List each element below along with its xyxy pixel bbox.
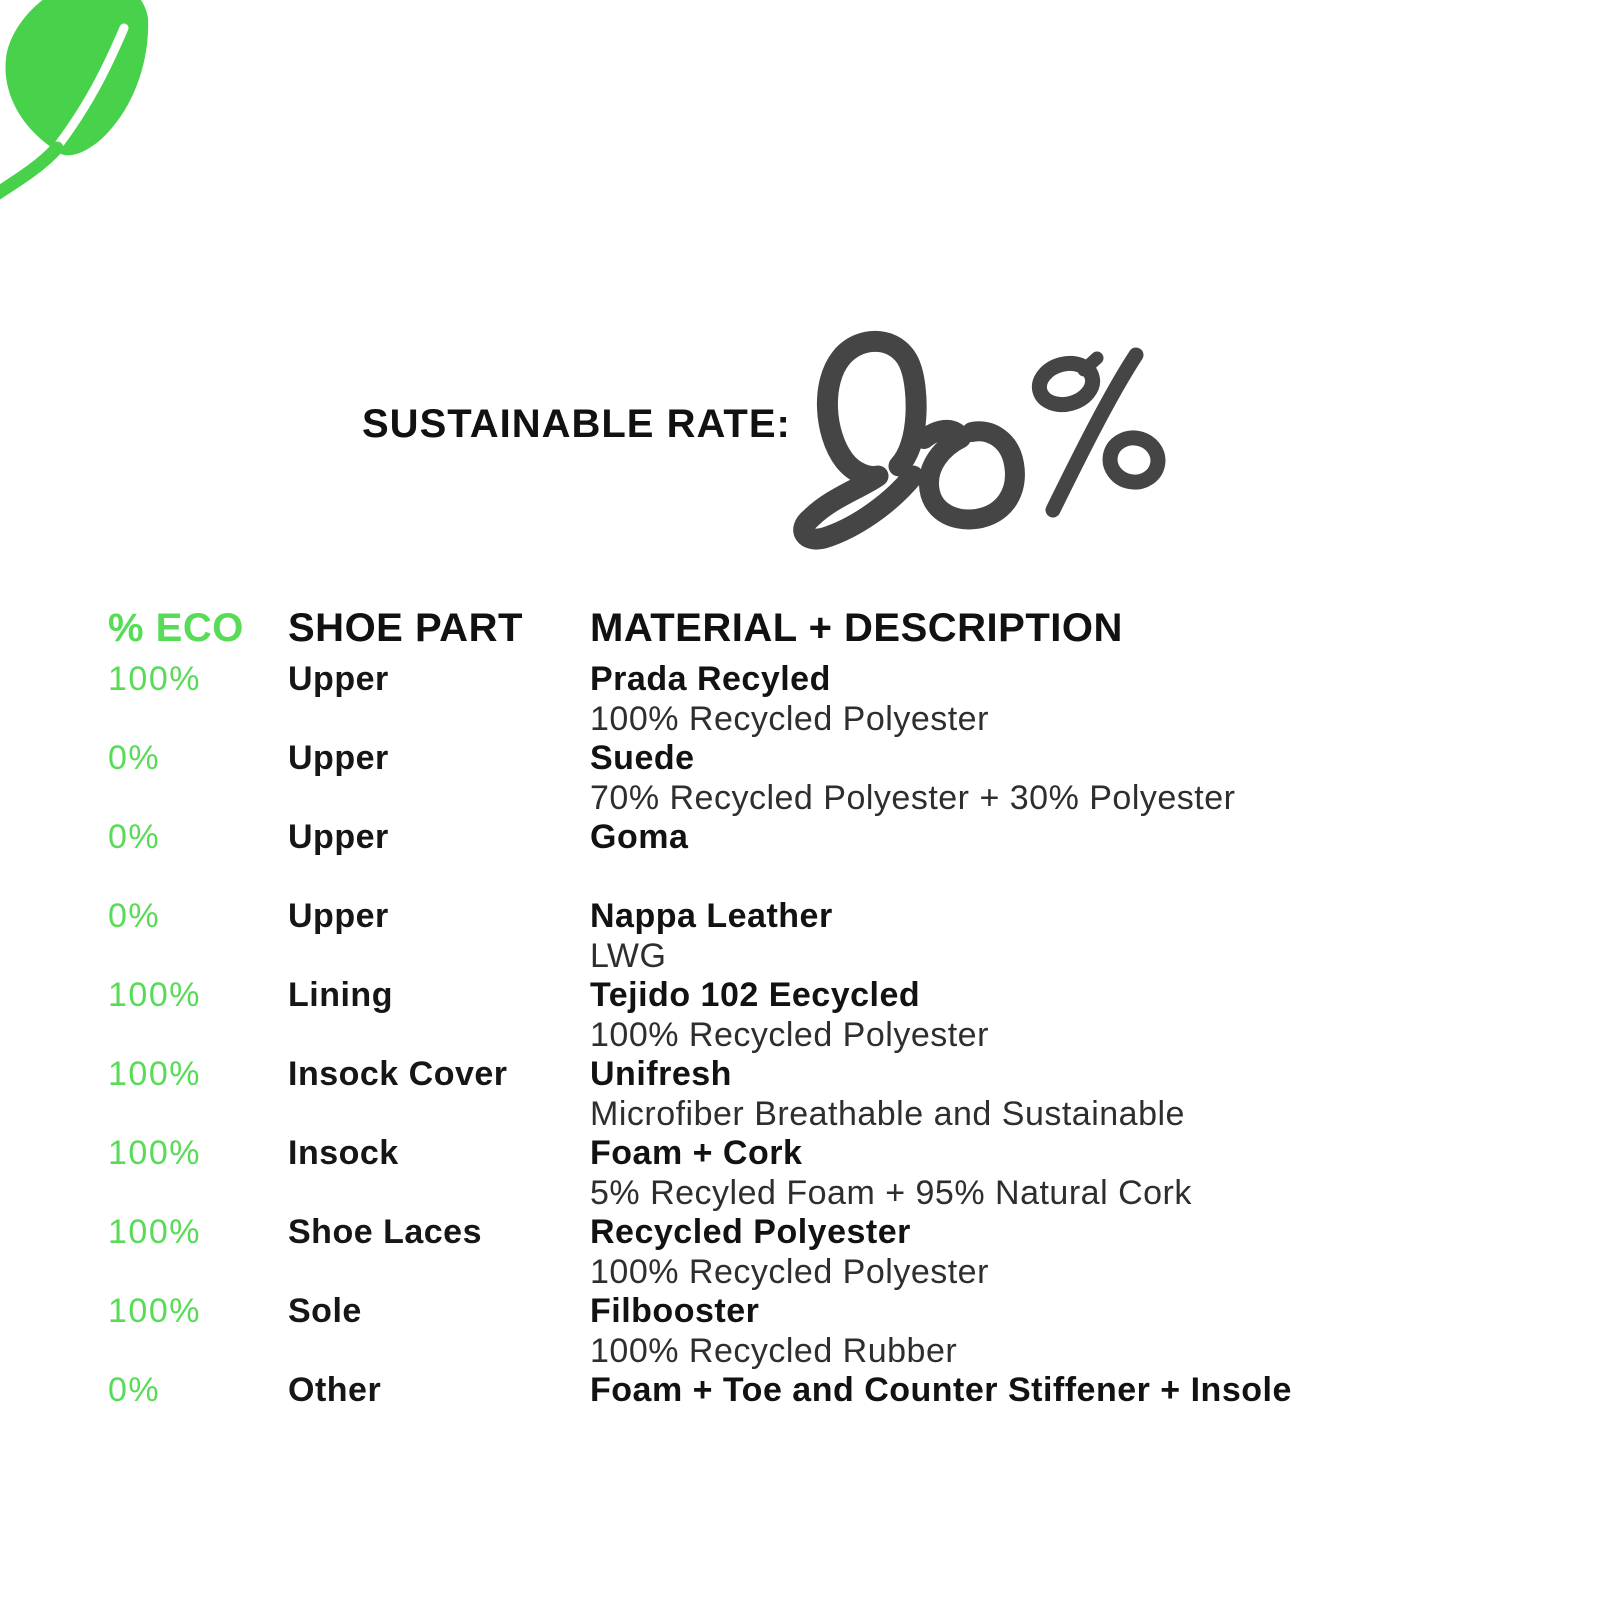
table-row [108,1053,1528,1132]
digit-0 [924,430,1015,520]
eco-percentage: 100% [108,976,201,1014]
material-description [590,1411,1528,1449]
materials-table [108,606,1528,1448]
material-description: 70% Recycled Polyester + 30% Polyester [590,779,1236,817]
table-row [108,895,1528,974]
eco-percentage: 100% [108,1213,201,1251]
table-row [108,1290,1528,1369]
material-cell [590,816,1528,896]
material-cell [590,1290,1528,1370]
material-name: Unifresh [590,1055,732,1093]
shoe-part: Upper [288,739,389,777]
material-name: Tejido 102 Eecycled [590,976,921,1014]
material-cell [590,737,1528,817]
eco-percentage: 100% [108,1134,201,1172]
material-cell [590,1369,1528,1449]
material-name: Foam + Toe and Counter Stiffener + Insole [590,1371,1292,1409]
material-name: Filbooster [590,1292,760,1330]
material-cell [590,895,1528,975]
table-row [108,737,1528,816]
eco-percentage: 0% [108,818,161,856]
shoe-part: Lining [288,976,393,1014]
sustainable-rate-label: SUSTAINABLE RATE: [362,402,791,446]
eco-percentage: 0% [108,897,161,935]
table-body [108,658,1528,1448]
eco-percentage: 0% [108,1371,161,1409]
material-name: Prada Recyled [590,660,831,698]
shoe-part: Upper [288,660,389,698]
column-header-eco: % ECO [108,606,244,650]
eco-percentage: 100% [108,1292,201,1330]
percent-tail [1084,358,1097,370]
material-cell [590,1211,1528,1291]
material-cell [590,974,1528,1054]
material-name: Nappa Leather [590,897,833,935]
material-cell [590,1053,1528,1133]
table-row [108,1132,1528,1211]
shoe-part: Insock Cover [288,1055,508,1093]
table-row [108,974,1528,1053]
shoe-part: Sole [288,1292,362,1330]
material-cell [590,658,1528,738]
table-row [108,816,1528,895]
material-description: LWG [590,937,667,975]
leaf-icon [0,0,230,215]
material-description: 100% Recycled Polyester [590,1253,989,1291]
table-row [108,658,1528,737]
material-name: Suede [590,739,695,777]
digit-8 [804,341,916,539]
table-row [108,1369,1528,1448]
material-description: Microfiber Breathable and Sustainable [590,1095,1185,1133]
shoe-part: Other [288,1371,382,1409]
shoe-part: Upper [288,897,389,935]
sustainable-rate-value [786,328,1186,563]
material-description [590,858,1528,896]
material-description: 100% Recycled Rubber [590,1332,958,1370]
material-name: Goma [590,818,689,856]
material-description: 5% Recyled Foam + 95% Natural Cork [590,1174,1192,1212]
eco-percentage: 0% [108,739,161,777]
material-name: Recycled Polyester [590,1213,911,1251]
percent-bottom-ring [1107,434,1162,486]
material-name: Foam + Cork [590,1134,803,1172]
shoe-part: Upper [288,818,389,856]
table-row [108,1211,1528,1290]
table-header [108,606,1528,650]
column-header-shoe-part: SHOE PART [288,606,523,650]
eco-percentage: 100% [108,660,201,698]
shoe-part: Insock [288,1134,399,1172]
column-header-material-description: MATERIAL + DESCRIPTION [590,606,1123,650]
material-cell [590,1132,1528,1212]
material-description: 100% Recycled Polyester [590,700,989,738]
material-description: 100% Recycled Polyester [590,1016,989,1054]
shoe-part: Shoe Laces [288,1213,482,1251]
eco-percentage: 100% [108,1055,201,1093]
